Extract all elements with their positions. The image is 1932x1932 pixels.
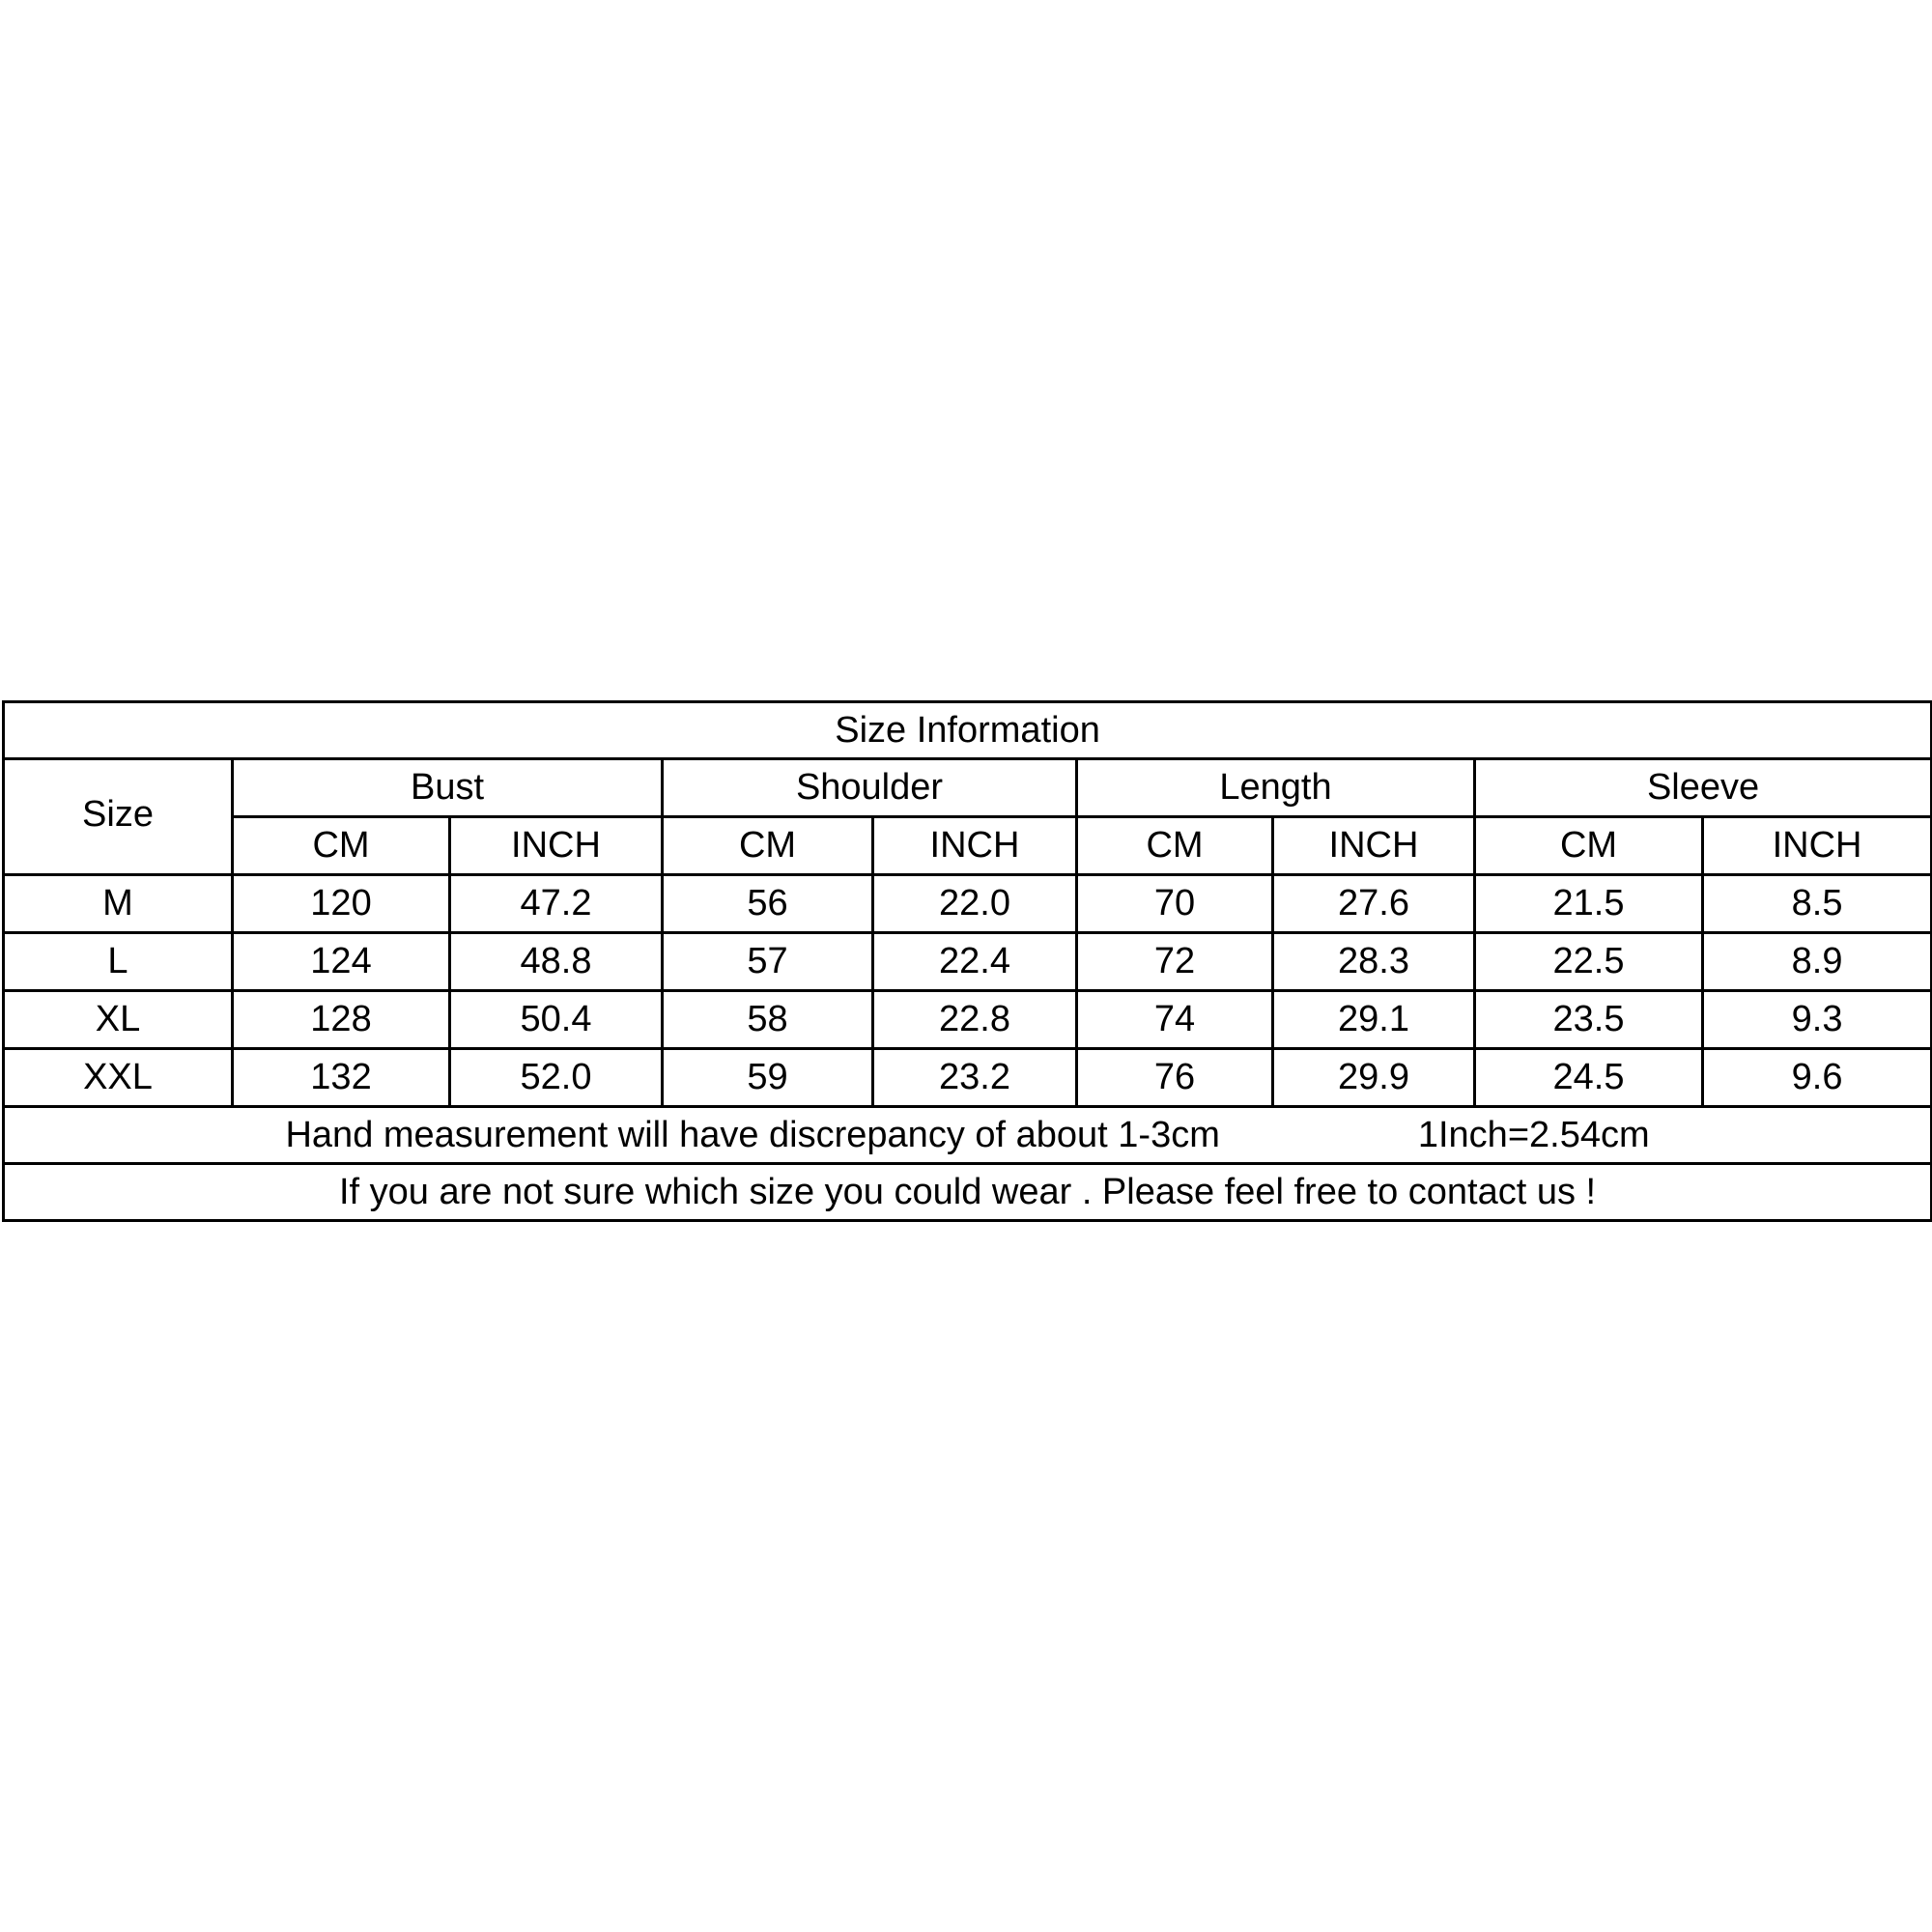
size-cell: M: [4, 875, 233, 933]
shoulder-cm-cell: 58: [663, 991, 873, 1049]
sleeve-cm-cell: 24.5: [1475, 1049, 1703, 1107]
length-inch-cell: 29.1: [1273, 991, 1475, 1049]
length-cm-cell: 70: [1077, 875, 1273, 933]
note-cell: [4, 1107, 1932, 1164]
length-cm-cell: 72: [1077, 933, 1273, 991]
unit-header-inch: INCH: [873, 817, 1077, 875]
group-header-bust: Bust: [233, 759, 663, 817]
size-information-table: [2, 700, 1932, 1222]
size-cell: XXL: [4, 1049, 233, 1107]
sleeve-cm-cell: 21.5: [1475, 875, 1703, 933]
length-cm-cell: 76: [1077, 1049, 1273, 1107]
bust-inch-cell: 48.8: [450, 933, 663, 991]
group-header-shoulder: Shoulder: [663, 759, 1077, 817]
unit-header-cm: CM: [663, 817, 873, 875]
length-cm-cell: 74: [1077, 991, 1273, 1049]
table-title: Size Information: [4, 702, 1932, 759]
bust-inch-cell: 50.4: [450, 991, 663, 1049]
shoulder-cm-cell: 56: [663, 875, 873, 933]
sleeve-cm-cell: 23.5: [1475, 991, 1703, 1049]
table-row: [4, 875, 1932, 933]
shoulder-cm-cell: 59: [663, 1049, 873, 1107]
measurement-note: Hand measurement will have discrepancy of about 1-3cm: [285, 1114, 1220, 1155]
unit-header-cm: CM: [1077, 817, 1273, 875]
table-row: [4, 1049, 1932, 1107]
conversion-note: 1Inch=2.54cm: [1417, 1114, 1650, 1155]
sleeve-inch-cell: 9.6: [1703, 1049, 1932, 1107]
bust-inch-cell: 47.2: [450, 875, 663, 933]
bust-cm-cell: 132: [233, 1049, 450, 1107]
group-header-sleeve: Sleeve: [1475, 759, 1932, 817]
length-inch-cell: 28.3: [1273, 933, 1475, 991]
sleeve-inch-cell: 8.5: [1703, 875, 1932, 933]
unit-header-cm: CM: [233, 817, 450, 875]
group-header-length: Length: [1077, 759, 1475, 817]
unit-header-inch: INCH: [1703, 817, 1932, 875]
size-cell: L: [4, 933, 233, 991]
contact-row: [4, 1164, 1932, 1221]
title-row: [4, 702, 1932, 759]
shoulder-inch-cell: 22.8: [873, 991, 1077, 1049]
bust-cm-cell: 124: [233, 933, 450, 991]
shoulder-inch-cell: 23.2: [873, 1049, 1077, 1107]
length-inch-cell: 29.9: [1273, 1049, 1475, 1107]
size-column-header: Size: [4, 759, 233, 875]
bust-cm-cell: 120: [233, 875, 450, 933]
length-inch-cell: 27.6: [1273, 875, 1475, 933]
unit-header-inch: INCH: [450, 817, 663, 875]
bust-inch-cell: 52.0: [450, 1049, 663, 1107]
group-header-row: [4, 759, 1932, 817]
sleeve-inch-cell: 8.9: [1703, 933, 1932, 991]
sleeve-inch-cell: 9.3: [1703, 991, 1932, 1049]
bust-cm-cell: 128: [233, 991, 450, 1049]
unit-header-inch: INCH: [1273, 817, 1475, 875]
sleeve-cm-cell: 22.5: [1475, 933, 1703, 991]
unit-header-row: [4, 817, 1932, 875]
note-row: [4, 1107, 1932, 1164]
table-row: [4, 933, 1932, 991]
unit-header-cm: CM: [1475, 817, 1703, 875]
size-cell: XL: [4, 991, 233, 1049]
contact-note: If you are not sure which size you could wear . Please feel free to contact us !: [4, 1164, 1932, 1221]
shoulder-inch-cell: 22.4: [873, 933, 1077, 991]
table-row: [4, 991, 1932, 1049]
shoulder-inch-cell: 22.0: [873, 875, 1077, 933]
shoulder-cm-cell: 57: [663, 933, 873, 991]
